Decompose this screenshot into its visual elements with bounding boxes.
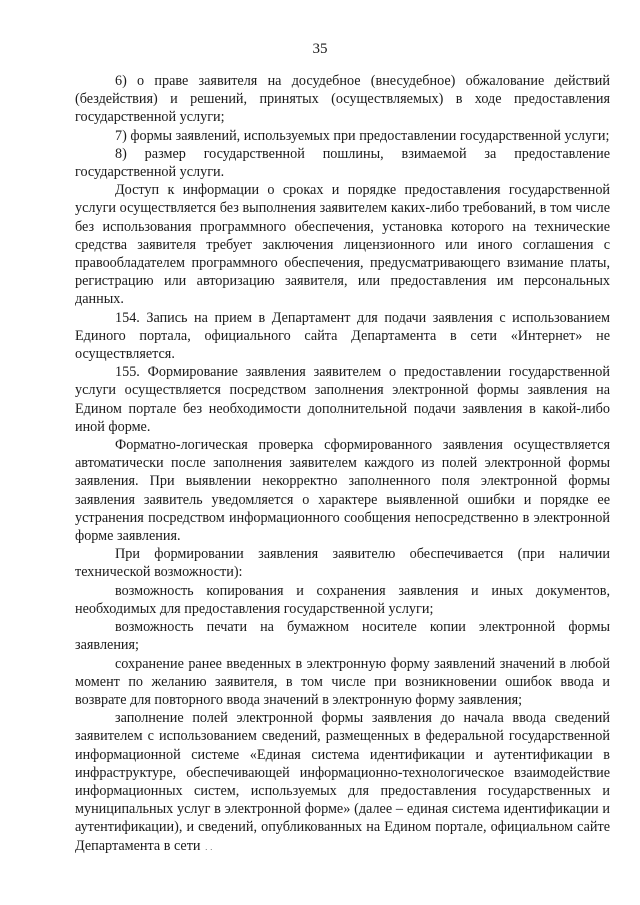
paragraph-access-info: Доступ к информации о сроках и порядке предоставления государственной услуги осуществляется без выполнения заявителем каких-либо требований, в том числе без использования программного обеспечения, установка которого на технические средства заявителя требует заключения лицензионного или иного соглашения с правообладателем программного обеспечения, предусматривающего взимание платы, регистрацию или авторизацию заявителя, или предоставления им персональных данных. (75, 182, 610, 308)
document-body (75, 72, 610, 855)
paragraph-155: 155. Формирование заявления заявителем о предоставлении государственной услуги осуществляется посредством заполнения электронной формы заявления на Едином портале без необходимости дополнительной подачи заявления в какой-либо иной форме. (75, 364, 610, 435)
page-number: 35 (312, 41, 328, 57)
paragraph-save-values: сохранение ранее введенных в электронную форму заявлений значений в любой момент по желанию заявителя, в том числе при возникновении ошибок ввода и возврате для повторного ввода значений в электронную форму заявления; (75, 655, 610, 708)
paragraph-item-7: 7) формы заявлений, используемых при предоставлении государственной услуги; (115, 127, 610, 144)
paragraph-print: возможность печати на бумажном носителе копии электронной формы заявления; (75, 619, 610, 654)
paragraph-item-6: 6) о праве заявителя на досудебное (внесудебное) обжалование действий (бездействия) и решений, принятых (осуществляемых) в ходе предоставления государственной услуги; (75, 73, 610, 126)
footer-mark: . . (205, 842, 213, 852)
paragraph-provided-capabilities: При формировании заявления заявителю обеспечивается (при наличии технической возможности): (75, 546, 610, 581)
paragraph-154: 154. Запись на прием в Департамент для подачи заявления с использованием Единого портала, официального сайта Департамента в сети «Интернет» не осуществляется. (75, 309, 610, 363)
paragraph-format-check: Форматно-логическая проверка сформированного заявления осуществляется автоматически после заполнения заявителем каждого из полей электронной формы заявления. При выявлении некорректно заполненного поля электронной формы заявления заявитель уведомляется о характере выявленной ошибки и порядке ее устранения посредством информационного сообщения непосредственно в электронной форме заявления. (75, 437, 610, 545)
paragraph-copy-save: возможность копирования и сохранения заявления и иных документов, необходимых для предоставления государственной услуги; (75, 582, 610, 617)
paragraph-autofill: заполнение полей электронной формы заявления до начала ввода сведений заявителем с использованием сведений, размещенных в федеральной государственной информационной системе «Единая система идентификации и аутентификации в инфраструктуре, обеспечивающей информационно-технологическое взаимодействие информационных систем, используемых для предоставления государственных и муниципальных услуг в электронной форме» (далее – единая система идентификации и аутентификации), и сведений, опубликованных на Едином портале, официальном сайте Департамента в сети (75, 710, 610, 854)
paragraph-item-8: 8) размер государственной пошлины, взимаемой за предоставление государственной услуги. (75, 145, 610, 181)
